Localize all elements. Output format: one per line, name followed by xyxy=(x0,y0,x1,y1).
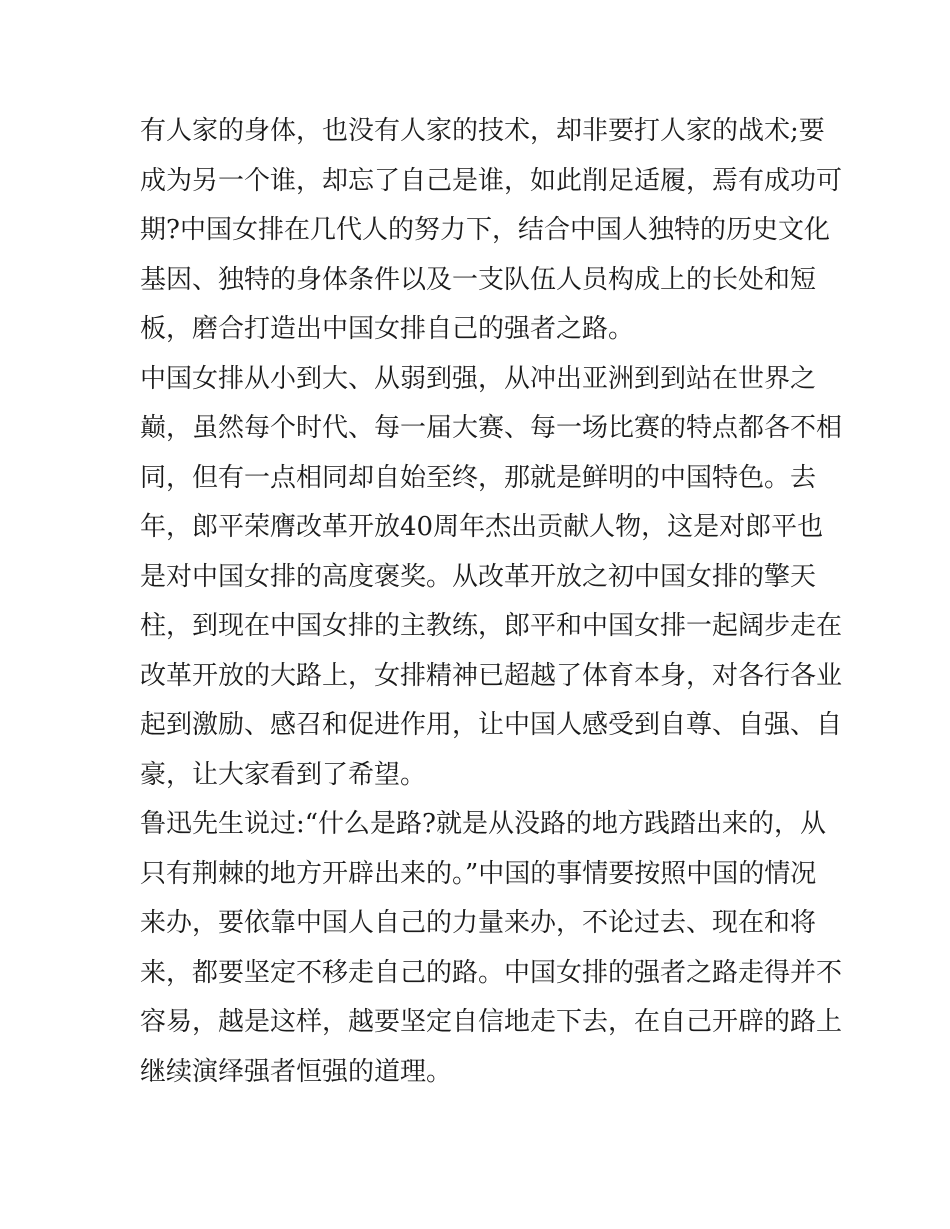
text-line: 豪，让大家看到了希望。 xyxy=(140,759,427,790)
text-line: 改革开放的大路上，女排精神已超越了体育本身，对各行各业 xyxy=(140,660,843,691)
text-line: 年，郎平荣膺改革开放40周年杰出贡献人物，这是对郎平也 xyxy=(140,512,824,542)
text-line: 来办，要依靠中国人自己的力量来办，不论过去、现在和将 xyxy=(140,908,817,938)
text-line: 只有荆棘的地方开辟出来的。”中国的事情要按照中国的情况 xyxy=(140,858,817,889)
text-line: 基因、独特的身体条件以及一支队伍人员构成上的长处和短 xyxy=(140,264,817,295)
text-line: 来，都要坚定不移走自己的路。中国女排的强者之路走得并不 xyxy=(140,957,843,988)
text-line: 板，磨合打造出中国女排自己的强者之路。 xyxy=(140,314,635,344)
text-line: 容易，越是这样，越要坚定自信地走下去，在自己开辟的路上 xyxy=(140,1007,843,1037)
text-line: 同，但有一点相同却自始至终，那就是鲜明的中国特色。去 xyxy=(140,462,817,493)
text-line: 有人家的身体，也没有人家的技术，却非要打人家的战术;要 xyxy=(140,116,825,146)
body-text xyxy=(140,107,843,1097)
text-line: 继续演绎强者恒强的道理。 xyxy=(140,1056,453,1087)
text-line: 是对中国女排的高度褒奖。从改革开放之初中国女排的擎天 xyxy=(140,561,817,592)
text-line: 巅，虽然每个时代、每一届大赛、每一场比赛的特点都各不相 xyxy=(140,413,843,443)
text-line: 中国女排从小到大、从弱到强，从冲出亚洲到到站在世界之 xyxy=(140,363,817,394)
text-line: 柱，到现在中国女排的主教练，郎平和中国女排一起阔步走在 xyxy=(140,611,843,641)
text-line: 期?中国女排在几代人的努力下，结合中国人独特的历史文化 xyxy=(140,215,830,245)
text-line: 成为另一个谁，却忘了自己是谁，如此削足适履，焉有成功可 xyxy=(140,165,843,196)
text-line: 起到激励、感召和促进作用，让中国人感受到自尊、自强、自 xyxy=(140,710,843,740)
text-line: 鲁迅先生说过:“什么是路?就是从没路的地方践踏出来的，从 xyxy=(140,809,826,839)
